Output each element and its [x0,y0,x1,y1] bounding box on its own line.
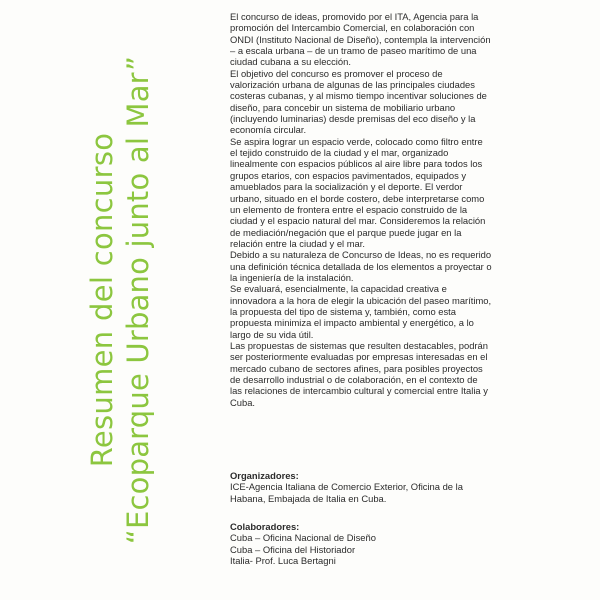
organizers-text: ICE-Agencia Italiana de Comercio Exterior, Oficina de la Habana, Embajada de Italia en Cuba. [230,481,463,504]
title-line-1: Resumen del concurso [85,132,119,468]
collaborators-section [230,521,530,566]
organizers-section [230,470,495,504]
paragraph: Debido a su naturaleza de Concurso de Ideas, no es requerido una definición técnica detallada de los elementos a proyectar o la ingeniería de la instalación. [230,249,492,283]
collaborator-item: Italia- Prof. Luca Bertagni [230,555,336,567]
paragraph: Se aspira lograr un espacio verde, colocado como filtro entre el tejido construido de la ciudad y el mar, organizado linealmente con espacios públicos al aire libre para todos los grupos etarios, con espacios pavimentados, equipados y amueblados para la socialización y el deporte. El verdor urbano, situado en el borde costero, debe interpretarse como un elemento de frontera entre el espacio construido de la ciudad y el espacio natural del mar. Consideremos la relación de mediación/negación que el parque puede jugar en la relación entre la ciudad y el mar. [230,135,486,249]
vertical-title-text [84,20,156,580]
summary-body [230,11,492,408]
collaborators-heading: Colaboradores: [230,521,300,532]
paragraph: El objetivo del concurso es promover el proceso de valorización urbana de algunas de las principales ciudades costeras cubanas, y al mismo tiempo incentivar soluciones de diseño, para concebir un sistema de mobiliario urbano (incluyendo luminarias) desde premisas del eco diseño y la economía circular. [230,67,487,136]
paragraph: Las propuestas de sistemas que resulten destacables, podrán ser posteriormente evaluadas por empresas interesadas en el mercado cubano de sectores afines, para posibles proyectos de desarrollo industrial o de colaboración, en el contexto de las relaciones de intercambio cultural y comercial entre Italia y Cuba. [230,339,488,408]
paragraph: El concurso de ideas, promovido por el ITA, Agencia para la promoción del Intercambio Comercial, en colaboración con ONDI (Instituto Nacional de Diseño), contempla la intervención – a escala urbana – de un tramo de paseo marítimo de una ciudad cubana a su elección. [230,11,491,68]
collaborator-item: Cuba – Oficina del Historiador [230,543,356,555]
collaborator-item: Cuba – Oficina Nacional de Diseño [230,532,376,544]
vertical-title [40,0,200,600]
title-line-2: “Ecoparque Urbano junto al Mar” [121,55,155,545]
organizers-heading: Organizadores: [230,470,299,481]
paragraph: Se evaluará, esencialmente, la capacidad creativa e innovadora a la hora de elegir la ubicación del paseo marítimo, la propuesta del tipo de sistema y, también, como esta propuesta minimiza el impacto ambiental y energético, a lo largo de su vida útil. [230,283,492,340]
